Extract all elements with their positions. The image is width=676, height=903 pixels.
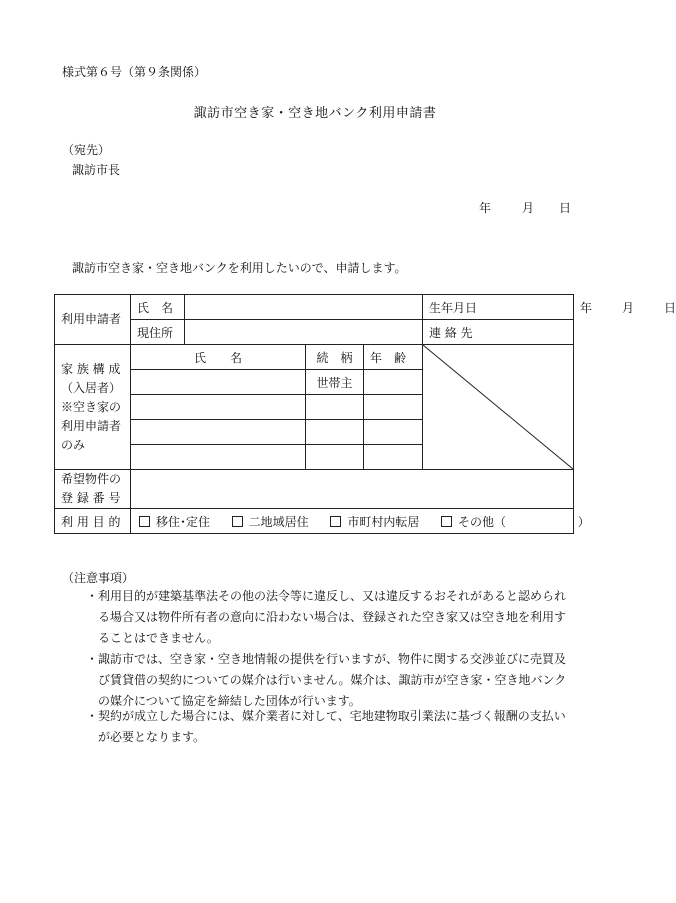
family-name-field[interactable] [131, 445, 306, 470]
form-number: 様式第６号（第９条関係） [62, 65, 207, 79]
birth-label: 生年月日 [423, 295, 574, 320]
addressee: 諏訪市長 [72, 163, 121, 177]
notes-title: （注意事項） [62, 571, 135, 585]
diagonal-line [423, 345, 573, 469]
note-item [86, 586, 576, 649]
family-age-field[interactable] [364, 420, 423, 445]
note-text: 契約が成立した場合には、媒介業者に対して、宅地建物取引業法に基づく報酬の支払いが必要となります。 [98, 709, 566, 744]
contact-label: 連 絡 先 [423, 320, 574, 345]
applicant-name-field[interactable] [185, 295, 423, 320]
applicant-header: 利用申請者 [55, 295, 131, 345]
property-number-field[interactable] [131, 470, 574, 509]
purpose-header: 利 用 目 的 [55, 509, 131, 534]
purpose-option-in-municipality[interactable]: 市町村内転居 [330, 515, 419, 529]
address-field[interactable] [185, 320, 423, 345]
bullet: ・ [86, 652, 99, 666]
family-age-field[interactable] [364, 445, 423, 470]
purpose-option-other[interactable]: その他（ [441, 515, 506, 529]
family-relation-column-header: 続 柄 [306, 345, 364, 370]
family-name-field[interactable] [131, 370, 306, 395]
note-text: 利用目的が建築基準法その他の法令等に違反し、又は違反するおそれがあると認められる場合又は物件所有者の意向に沿わない場合は、登録された空き家又は空き地を利用することはできません。 [98, 589, 567, 645]
checkbox[interactable] [232, 516, 243, 527]
date-day-label: 日 [559, 201, 572, 215]
birth-day-label: 日 [664, 300, 676, 315]
family-name-column-header: 氏 名 [131, 345, 306, 370]
purpose-options [131, 509, 590, 534]
family-name-field[interactable] [131, 420, 306, 445]
bullet: ・ [86, 709, 99, 723]
birth-year-label: 年 [580, 300, 593, 315]
purpose-other-close: ） [577, 514, 590, 529]
family-relation-field[interactable] [306, 395, 364, 420]
intro-text: 諏訪市空き家・空き地バンクを利用したいので、申請します。 [72, 261, 407, 275]
checkbox[interactable] [330, 516, 341, 527]
family-name-field[interactable] [131, 395, 306, 420]
family-age-field[interactable] [364, 370, 423, 395]
unused-diagonal-cell [423, 345, 574, 470]
address-label: 現住所 [131, 320, 185, 345]
checkbox[interactable] [139, 516, 150, 527]
note-item [86, 706, 576, 748]
note-text: 諏訪市では、空き家・空き地情報の提供を行いますが、物件に関する交渉並びに売買及び賃貸借の契約についての媒介は行いません。媒介は、諏訪市が空き家・空き地バンクの媒介について協定を締結した団体が行います。 [98, 652, 567, 708]
purpose-option-dual-residence[interactable]: 二地域居住 [232, 515, 309, 529]
application-form-table [54, 294, 676, 534]
family-relation-field[interactable] [306, 420, 364, 445]
page-title: 諏訪市空き家・空き地バンク利用申請書 [193, 106, 437, 121]
date-month-label: 月 [522, 201, 535, 215]
name-label: 氏 名 [131, 295, 185, 320]
date-year-label: 年 [479, 201, 492, 215]
family-relation-field[interactable] [306, 445, 364, 470]
checkbox[interactable] [441, 516, 452, 527]
note-item [86, 649, 576, 712]
family-age-column-header: 年 齢 [364, 345, 423, 370]
property-number-header: 希望物件の 登 録 番 号 [55, 470, 131, 509]
purpose-option-relocation[interactable]: 移住･定住 [139, 515, 210, 529]
family-header: 家 族 構 成 （入居者） ※空き家の 利用申請者 のみ [55, 345, 131, 470]
head-of-household-label: 世帯主 [306, 370, 364, 395]
family-age-field[interactable] [364, 395, 423, 420]
bullet: ・ [86, 589, 99, 603]
birth-month-label: 月 [622, 300, 635, 315]
addressee-label: （宛先） [62, 143, 111, 157]
